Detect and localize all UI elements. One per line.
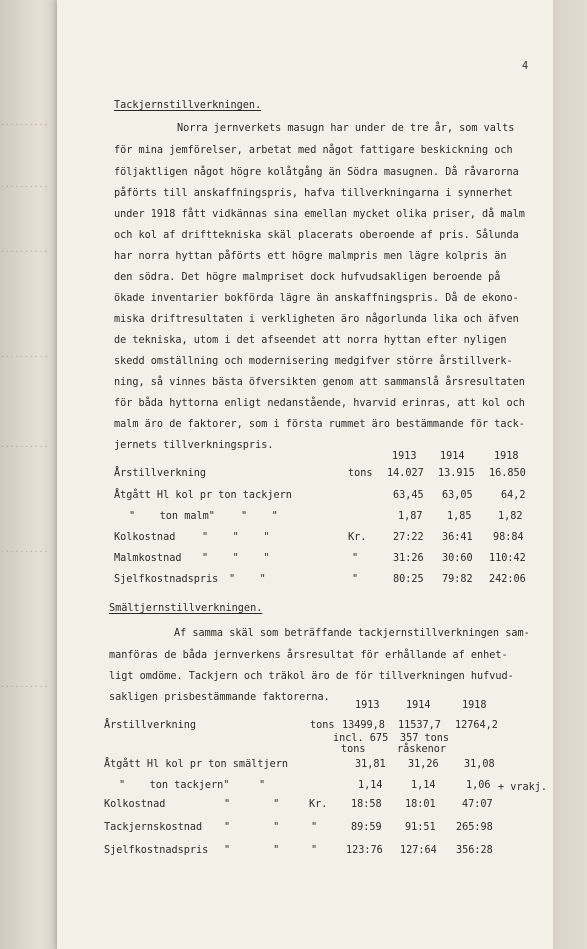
year-header: 1914: [406, 700, 431, 711]
paragraph-line: skedd omställning och modernisering medgifver större årstillverk-: [114, 356, 513, 367]
bleed-through-text: ..........: [0, 118, 49, 127]
value-1914: 1,14: [411, 780, 436, 791]
document-page: [57, 0, 553, 949]
value-1918: 1,82: [498, 511, 523, 522]
footnote-tons-unit: tons: [341, 744, 366, 755]
ditto-marks: " " ": [202, 532, 270, 543]
paragraph-line: malm äro de faktorer, som i första rummet äro bestämmande för tack-: [114, 419, 525, 430]
row-unit: ": [311, 845, 318, 856]
page-edge-right: [553, 0, 587, 949]
page-number: 4: [522, 61, 529, 72]
value-1914: 18:01: [405, 799, 436, 810]
paragraph-line: miska driftresultaten i verkligheten äro någorlunda lika och äfven: [114, 314, 519, 325]
row-label: " ton malm": [129, 511, 215, 522]
value-1914: 91:51: [405, 822, 436, 833]
value-1914: 79:82: [442, 574, 473, 585]
bleed-through-text: ..........: [0, 180, 49, 189]
bleed-through-text: ..........: [0, 440, 49, 449]
paragraph-line: för mina jemförelser, arbetat med något fattigare beskickning och: [114, 145, 513, 156]
value-1918: 356:28: [456, 845, 493, 856]
bleed-through-text: ..........: [0, 245, 49, 254]
row-label: Kolkostnad: [104, 799, 166, 810]
value-1913: 14.027: [387, 468, 424, 479]
row-label: " ton tackjern": [119, 780, 230, 791]
row-unit: tons: [310, 720, 335, 731]
footnote-tons: 357 tons: [400, 733, 450, 744]
paragraph-line: jernets tillverkningspris.: [114, 440, 274, 451]
row-unit: ": [352, 574, 359, 585]
footnote-raskenor: råskenor: [397, 744, 447, 755]
value-1918: 242:06: [489, 574, 526, 585]
bleed-through-text: ..........: [0, 680, 49, 689]
year-header: 1913: [392, 451, 417, 462]
value-1913: 63,45: [393, 490, 424, 501]
paragraph-line: Af samma skäl som beträffande tackjernstillverkningen sam-: [174, 628, 530, 639]
value-1918: 265:98: [456, 822, 493, 833]
paragraph-line: Norra jernverkets masugn har under de tre år, som valts: [177, 123, 515, 134]
row-label: Sjelfkostnadspris: [104, 845, 209, 856]
section-heading-tackjern: Tackjernstillverkningen.: [114, 100, 262, 111]
year-header: 1913: [355, 700, 380, 711]
value-1913: 1,87: [398, 511, 423, 522]
row-label: Tackjernskostnad: [104, 822, 203, 833]
value-1918: 1,06: [466, 780, 491, 791]
year-header: 1914: [440, 451, 465, 462]
section-heading-smaltjern: Smältjernstillverkningen.: [109, 603, 263, 614]
value-1913: 31:26: [393, 553, 424, 564]
footnote-incl: incl. 675: [333, 733, 389, 744]
value-1913: 27:22: [393, 532, 424, 543]
year-header: 1918: [494, 451, 519, 462]
row-label: Årstillverkning: [114, 468, 207, 479]
row-unit: Kr.: [348, 532, 367, 543]
bleed-through-text: ..........: [0, 350, 49, 359]
paragraph-line: manföras de båda jernverkens årsresultat för erhållande af enhet-: [109, 650, 508, 661]
ditto-marks: ": [259, 780, 266, 791]
value-1918: 12764,2: [455, 720, 498, 731]
paragraph-line: och kol af drifttekniska skäl placerats oberoende af pris. Sålunda: [114, 230, 519, 241]
ditto-marks: " ": [224, 822, 280, 833]
margin-annotation: + vrakj.: [498, 782, 548, 793]
value-1914: 11537,7: [398, 720, 441, 731]
value-1914: 36:41: [442, 532, 473, 543]
paragraph-line: har norra hyttan påförts ett högre malmpris men lägre kolpris än: [114, 251, 507, 262]
value-1914: 127:64: [400, 845, 437, 856]
row-unit: tons: [348, 468, 373, 479]
ditto-marks: " ": [224, 799, 280, 810]
value-1918: 47:07: [462, 799, 493, 810]
ditto-marks: " ": [224, 845, 280, 856]
paragraph-line: ökade inventarier bokförda lägre än anskaffningspris. Då de ekono-: [114, 293, 519, 304]
value-1913: 80:25: [393, 574, 424, 585]
value-1913: 13499,8: [342, 720, 385, 731]
ditto-marks: " ": [229, 574, 266, 585]
year-header: 1918: [462, 700, 487, 711]
ditto-marks: " " ": [202, 553, 270, 564]
paragraph-line: för båda hyttorna enligt nedanstående, hvarvid erinras, att kol och: [114, 398, 525, 409]
value-1913: 31,81: [355, 759, 386, 770]
row-unit: ": [311, 822, 318, 833]
book-gutter: [0, 0, 58, 949]
row-label: Åtgått Hl kol pr ton tackjern: [114, 490, 292, 501]
paragraph-line: ligt omdöme. Tackjern och träkol äro de för tillverkningen hufvud-: [109, 671, 514, 682]
value-1914: 13.915: [438, 468, 475, 479]
row-label: Årstillverkning: [104, 720, 197, 731]
value-1918: 98:84: [493, 532, 524, 543]
paragraph-line: ning, så vinnes bästa öfversikten genom att sammanslå årsresultaten: [114, 377, 525, 388]
value-1913: 18:58: [351, 799, 382, 810]
paragraph-line: påförts till anskaffningspris, hafva tillverkningarna i synnerhet: [114, 188, 513, 199]
ditto-marks: " ": [241, 511, 278, 522]
value-1914: 31,26: [408, 759, 439, 770]
row-label: Kolkostnad: [114, 532, 176, 543]
value-1918: 64,2: [501, 490, 526, 501]
value-1914: 30:60: [442, 553, 473, 564]
paragraph-line: under 1918 fått vidkännas sina emellan mycket olika priser, då malm: [114, 209, 525, 220]
value-1914: 1,85: [447, 511, 472, 522]
paragraph-line: den södra. Det högre malmpriset dock hufvudsakligen beroende på: [114, 272, 501, 283]
value-1918: 16.850: [489, 468, 526, 479]
value-1918: 110:42: [489, 553, 526, 564]
row-label: Sjelfkostnadspris: [114, 574, 219, 585]
value-1913: 89:59: [351, 822, 382, 833]
row-unit: Kr.: [309, 799, 328, 810]
paragraph-line: de tekniska, utom i det afseendet att norra hyttan efter nyligen: [114, 335, 507, 346]
value-1918: 31,08: [464, 759, 495, 770]
value-1914: 63,05: [442, 490, 473, 501]
row-unit: ": [352, 553, 359, 564]
value-1913: 123:76: [346, 845, 383, 856]
value-1913: 1,14: [358, 780, 383, 791]
row-label: Åtgått Hl kol pr ton smältjern: [104, 759, 289, 770]
row-label: Malmkostnad: [114, 553, 182, 564]
paragraph-line: följaktligen något högre kolåtgång än Södra masugnen. Då råvarorna: [114, 167, 519, 178]
bleed-through-text: ..........: [0, 545, 49, 554]
paragraph-line: sakligen prisbestämmande faktorerna.: [109, 692, 330, 703]
